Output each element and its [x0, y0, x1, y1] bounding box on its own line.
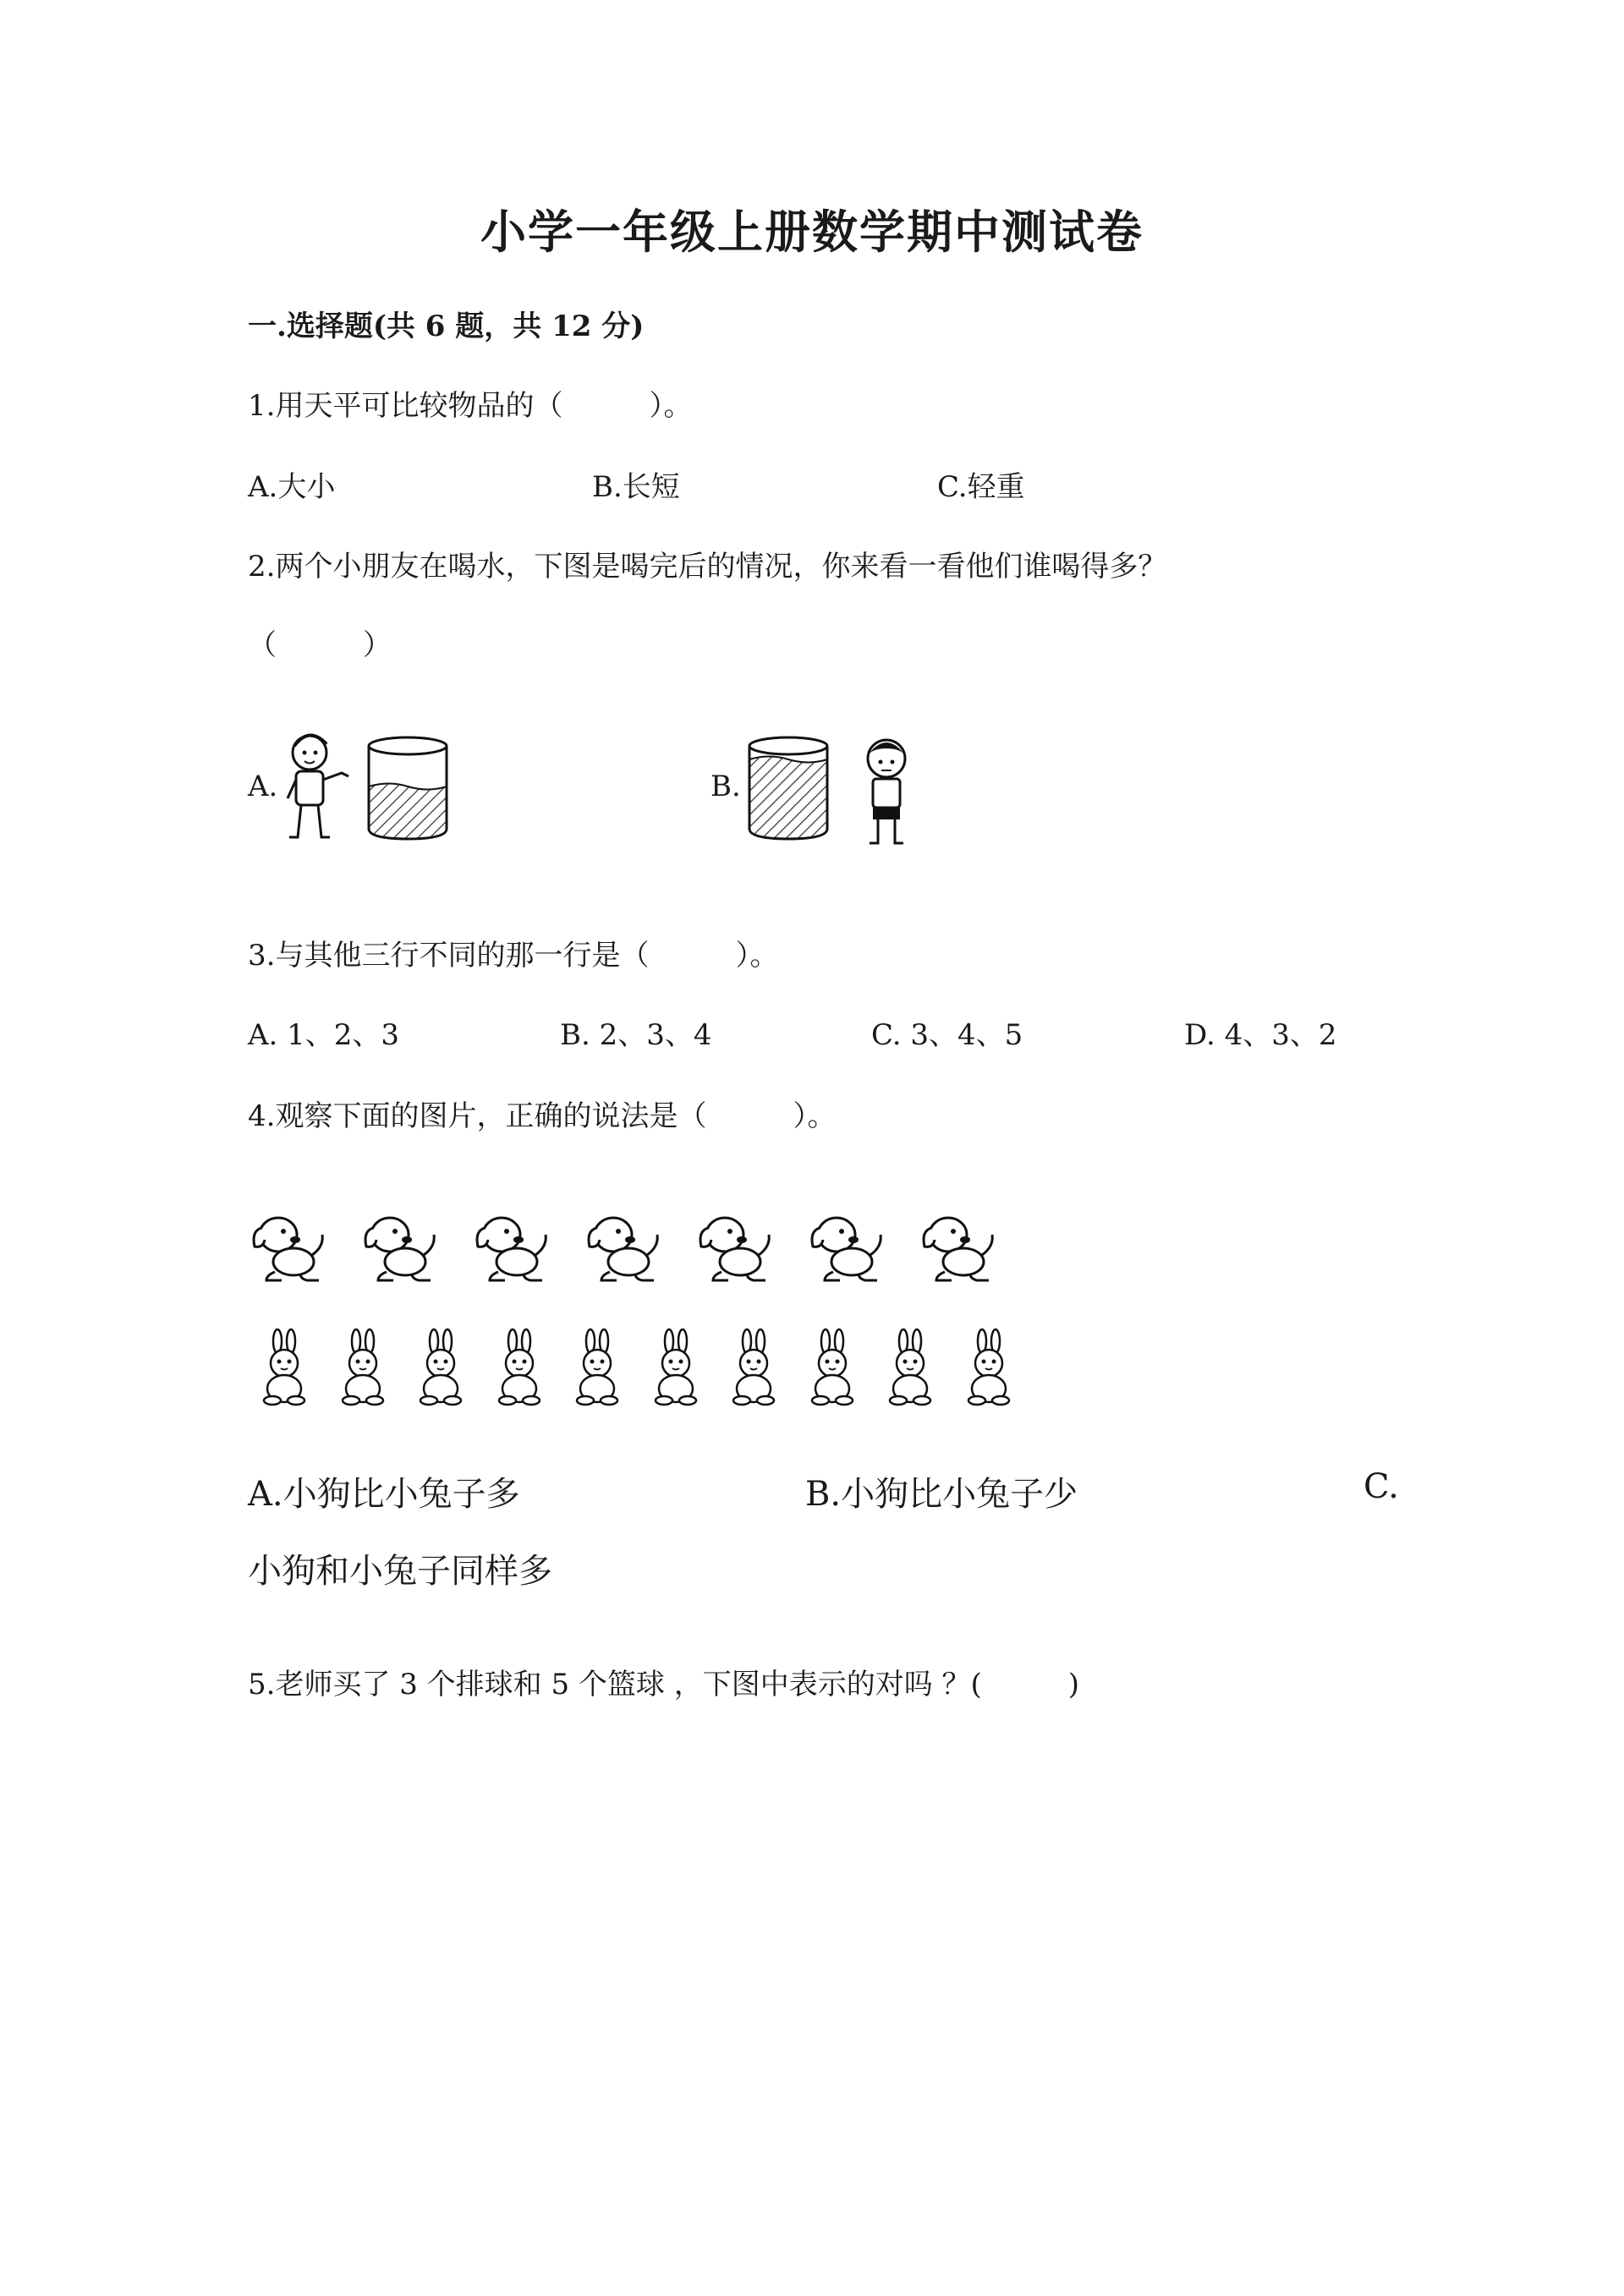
rabbit-icon [567, 1329, 628, 1407]
question-4: 4.观察下面的图片，正确的说法是（ ）。 [248, 1099, 837, 1133]
rabbit-icon [254, 1329, 315, 1407]
dog-icon [361, 1209, 439, 1285]
section-heading: 一.选择题(共 6 题，共 12 分) [248, 310, 645, 343]
question-3-option-b: B. 2、3、4 [560, 1018, 712, 1052]
dog-icon [808, 1209, 886, 1285]
question-3: 3.与其他三行不同的那一行是（ ）。 [248, 939, 779, 973]
question-1-option-a: A.大小 [248, 470, 336, 504]
page-title: 小学一年级上册数学期中测试卷 [480, 205, 1144, 259]
question-2-option-b: B. [710, 770, 741, 803]
question-1: 1.用天平可比较物品的（ ）。 [248, 389, 693, 423]
boy-a-illustration [279, 727, 355, 850]
rabbit-icon [489, 1329, 550, 1407]
rabbit-icon [880, 1329, 941, 1407]
glass-a-icon [365, 734, 450, 842]
rabbit-icon [645, 1329, 706, 1407]
question-4-option-c: C. [1363, 1467, 1399, 1506]
question-4-option-c-text: 小狗和小兔子同样多 [248, 1552, 552, 1591]
question-1-option-c: C.轻重 [937, 470, 1025, 504]
question-5: 5.老师买了 3 个排球和 5 个篮球 ，下图中表示的对吗 ？( ) [248, 1668, 1080, 1701]
dog-icon [919, 1209, 997, 1285]
question-2: 2.两个小朋友在喝水，下图是喝完后的情况，你来看一看他们谁喝得多？ [248, 550, 1167, 584]
glass-b-icon [746, 734, 831, 842]
dog-icon [473, 1209, 551, 1285]
rabbit-icon [410, 1329, 471, 1407]
rabbit-icon [958, 1329, 1019, 1407]
rabbit-icon [802, 1329, 863, 1407]
question-2-option-a: A. [248, 770, 278, 803]
rabbit-icon [723, 1329, 784, 1407]
question-4-option-b: B.小狗比小兔子少 [805, 1475, 1078, 1514]
question-3-option-c: C. 3、4、5 [871, 1018, 1023, 1052]
rabbit-icon [332, 1329, 393, 1407]
dog-icon [584, 1209, 662, 1285]
question-4-option-a: A.小狗比小兔子多 [248, 1475, 520, 1514]
boy-b-illustration [853, 732, 920, 850]
dog-icon [696, 1209, 774, 1285]
question-3-option-a: A. 1、2、3 [248, 1018, 400, 1052]
question-1-option-b: B.长短 [592, 470, 680, 504]
question-2-blank: （ ） [248, 628, 392, 662]
dog-icon [250, 1209, 327, 1285]
question-3-option-d: D. 4、3、2 [1184, 1018, 1337, 1052]
